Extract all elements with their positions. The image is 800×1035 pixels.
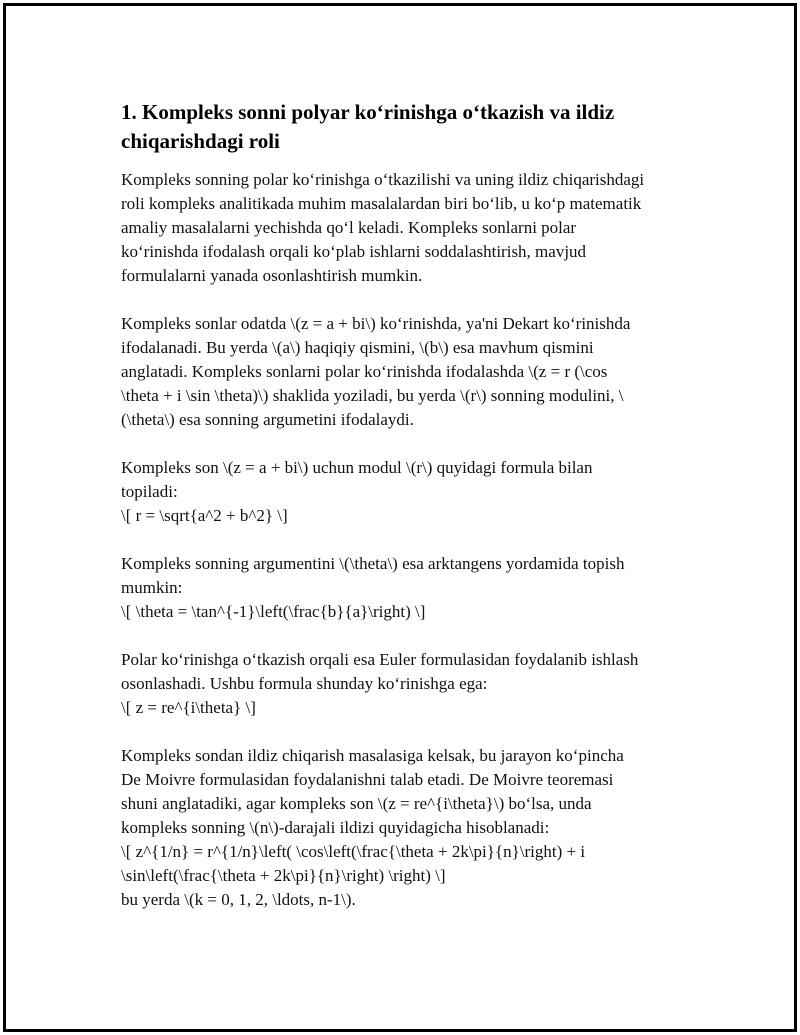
formula-line: \sin\left(\frac{\theta + 2k\pi}{n}\right) \right) \]	[121, 866, 446, 885]
text-line: kompleks sonning \(n\)-darajali ildizi quyidagicha hisoblanadi:	[121, 818, 550, 837]
section-heading	[121, 98, 691, 156]
paragraph-euler	[121, 648, 691, 720]
text-line: roli kompleks analitikada muhim masalalardan biri bo‘lib, u ko‘p matematik	[121, 194, 642, 213]
paragraph-modulus	[121, 456, 691, 528]
text-line: bu yerda \(k = 0, 1, 2, \ldots, n-1\).	[121, 890, 356, 909]
paragraph-cartesian-form	[121, 312, 691, 432]
page-frame	[3, 3, 797, 1032]
text-line: Polar ko‘rinishga o‘tkazish orqali esa Euler formulasidan foydalanib ishlash	[121, 650, 639, 669]
text-line: Kompleks sonning argumentini \(\theta\) esa arktangens yordamida topish	[121, 554, 625, 573]
text-line: osonlashadi. Ushbu formula shunday ko‘rinishga ega:	[121, 674, 488, 693]
paragraph-argument	[121, 552, 691, 624]
text-line: Kompleks sondan ildiz chiqarish masalasiga kelsak, bu jarayon ko‘pincha	[121, 746, 624, 765]
text-line: \theta + i \sin \theta)\) shaklida yoziladi, bu yerda \(r\) sonning modulini, \	[121, 386, 624, 405]
heading-line: 1. Kompleks sonni polyar ko‘rinishga o‘tkazish va ildiz	[121, 100, 615, 124]
paragraph-de-moivre	[121, 744, 691, 912]
text-line: formulalarni yanada osonlashtirish mumkin.	[121, 266, 423, 285]
heading-line: chiqarishdagi roli	[121, 129, 280, 153]
formula-line: \[ z^{1/n} = r^{1/n}\left( \cos\left(\frac{\theta + 2k\pi}{n}\right) + i	[121, 842, 586, 861]
text-line: shuni anglatadiki, agar kompleks son \(z = re^{i\theta}\) bo‘lsa, unda	[121, 794, 592, 813]
text-line: ifodalanadi. Bu yerda \(a\) haqiqiy qismini, \(b\) esa mavhum qismini	[121, 338, 594, 357]
text-line: anglatadi. Kompleks sonlarni polar ko‘rinishda ifodalashda \(z = r (\cos	[121, 362, 608, 381]
formula-line: \[ \theta = \tan^{-1}\left(\frac{b}{a}\right) \]	[121, 602, 426, 621]
text-line: ko‘rinishda ifodalash orqali ko‘plab ishlarni soddalashtirish, mavjud	[121, 242, 587, 261]
text-line: Kompleks son \(z = a + bi\) uchun modul \(r\) quyidagi formula bilan	[121, 458, 593, 477]
text-line: (\theta\) esa sonning argumetini ifodalaydi.	[121, 410, 414, 429]
formula-line: \[ z = re^{i\theta} \]	[121, 698, 256, 717]
text-line: Kompleks sonning polar ko‘rinishga o‘tkazilishi va uning ildiz chiqarishdagi	[121, 170, 645, 189]
document-content	[121, 98, 691, 936]
formula-line: \[ r = \sqrt{a^2 + b^2} \]	[121, 506, 288, 525]
paragraph-intro	[121, 168, 691, 288]
text-line: topiladi:	[121, 482, 178, 501]
text-line: De Moivre formulasidan foydalanishni talab etadi. De Moivre teoremasi	[121, 770, 614, 789]
text-line: amaliy masalalarni yechishda qo‘l keladi. Kompleks sonlarni polar	[121, 218, 577, 237]
text-line: mumkin:	[121, 578, 183, 597]
text-line: Kompleks sonlar odatda \(z = a + bi\) ko‘rinishda, ya'ni Dekart ko‘rinishda	[121, 314, 631, 333]
